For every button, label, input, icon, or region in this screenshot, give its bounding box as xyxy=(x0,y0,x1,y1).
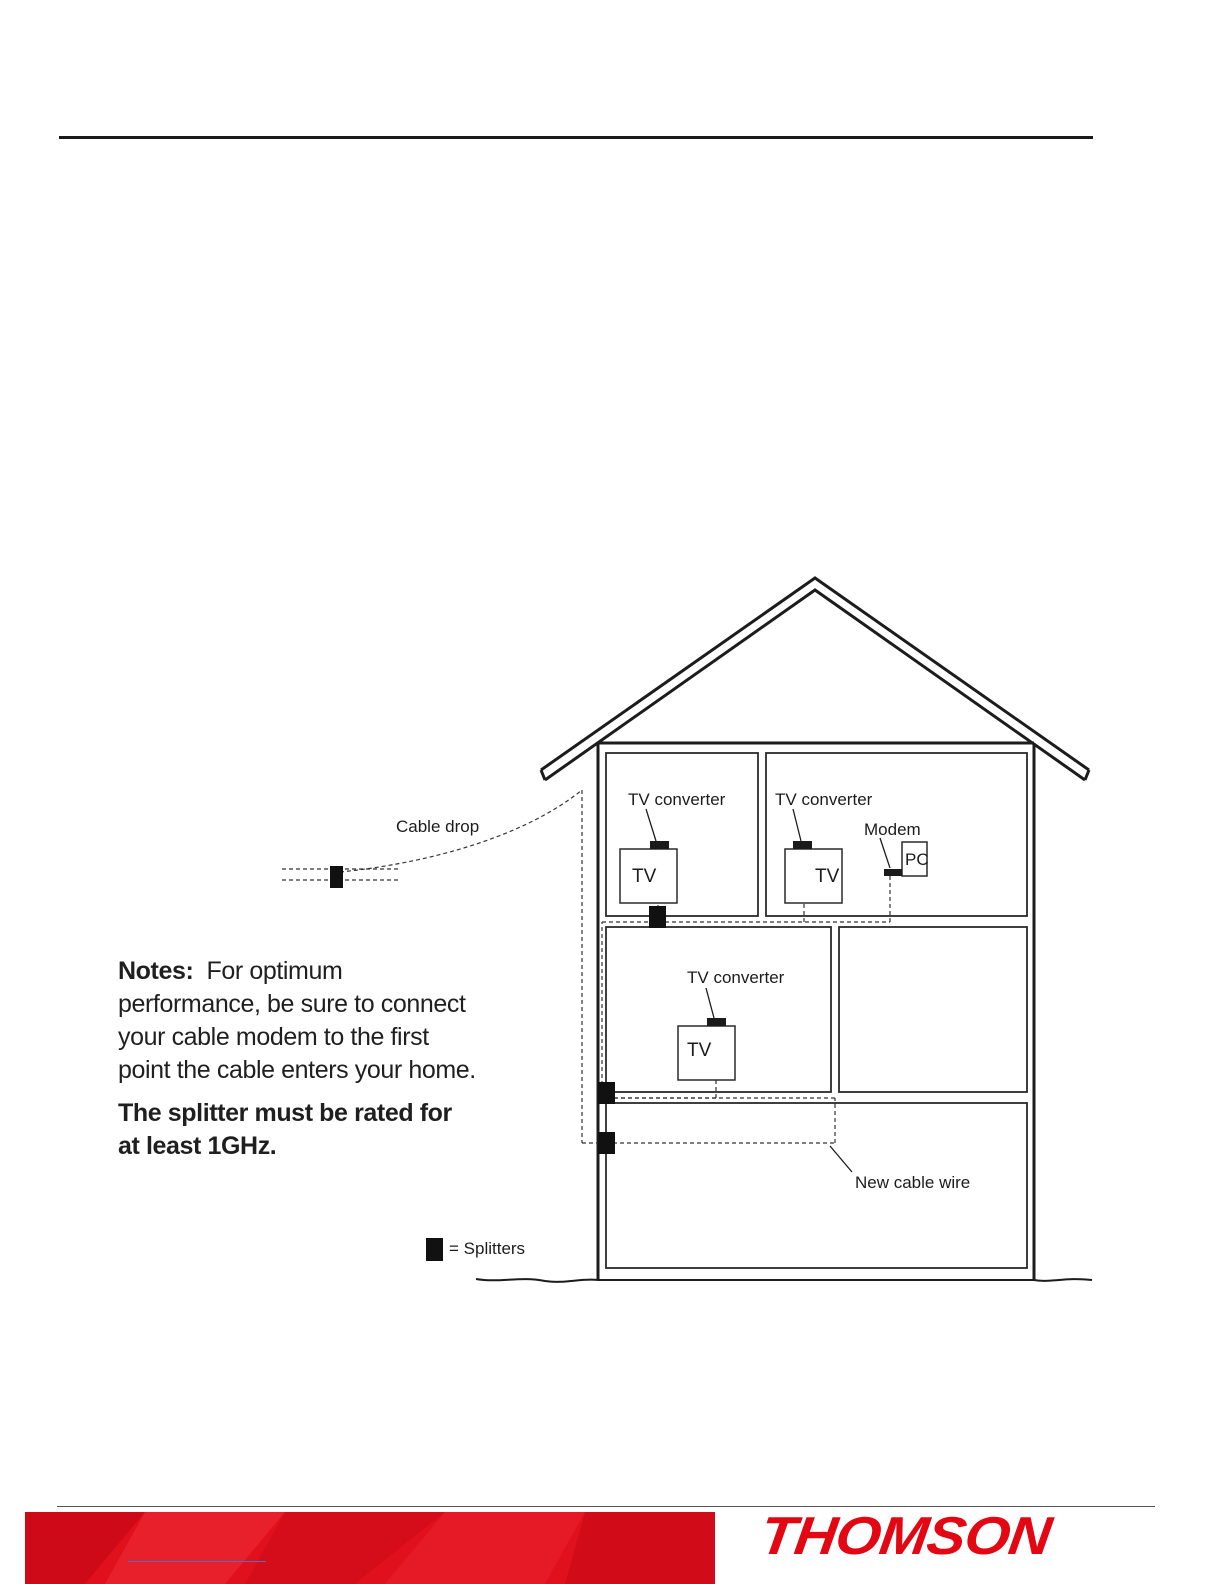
label-tv-2: TV xyxy=(815,866,840,887)
splitter-lower xyxy=(598,1132,615,1154)
footer-band-graphic xyxy=(25,1512,715,1584)
label-cable-drop: Cable drop xyxy=(396,817,480,836)
leader-lines xyxy=(646,809,890,1172)
label-pc: PC xyxy=(905,850,929,869)
label-tv-converter-2: TV converter xyxy=(775,790,873,809)
modem-device xyxy=(884,869,902,876)
notes-paragraph xyxy=(118,955,478,1087)
ground-line xyxy=(476,1279,1092,1282)
label-new-cable-wire: New cable wire xyxy=(855,1173,971,1192)
notes-text: For optimum performance, be sure to connect your cable modem to the first point the cable enters your home. xyxy=(118,957,476,1084)
house-walls xyxy=(598,743,1034,1280)
converters xyxy=(650,841,902,1026)
notes-block xyxy=(118,955,478,1163)
splitter-rating-note: The splitter must be rated for at least 1GHz. xyxy=(118,1099,452,1160)
label-tv-1: TV xyxy=(632,866,657,887)
label-tv-3: TV xyxy=(687,1040,712,1061)
splitter-outside xyxy=(330,866,343,888)
internal-cable-wiring xyxy=(582,790,890,1143)
house-roof xyxy=(541,578,1089,780)
label-tv-converter-3: TV converter xyxy=(687,968,785,987)
tv-boxes xyxy=(620,842,927,1080)
tv-converter-2 xyxy=(793,841,812,849)
thomson-logo: THOMSON xyxy=(756,1505,1055,1566)
tv-converter-1 xyxy=(650,841,669,849)
label-legend-splitters: = Splitters xyxy=(449,1239,526,1258)
label-modem: Modem xyxy=(864,820,921,839)
notes-heading: Notes: xyxy=(118,957,194,985)
tv-converter-3 xyxy=(707,1018,726,1026)
footer-red-band xyxy=(25,1512,715,1584)
splitter-upper xyxy=(649,906,666,928)
legend-splitter-symbol xyxy=(426,1238,443,1261)
footer-link-underline[interactable] xyxy=(128,1561,266,1562)
splitter-middle xyxy=(598,1082,615,1104)
room-middle-right xyxy=(839,927,1027,1092)
label-tv-converter-1: TV converter xyxy=(628,790,726,809)
